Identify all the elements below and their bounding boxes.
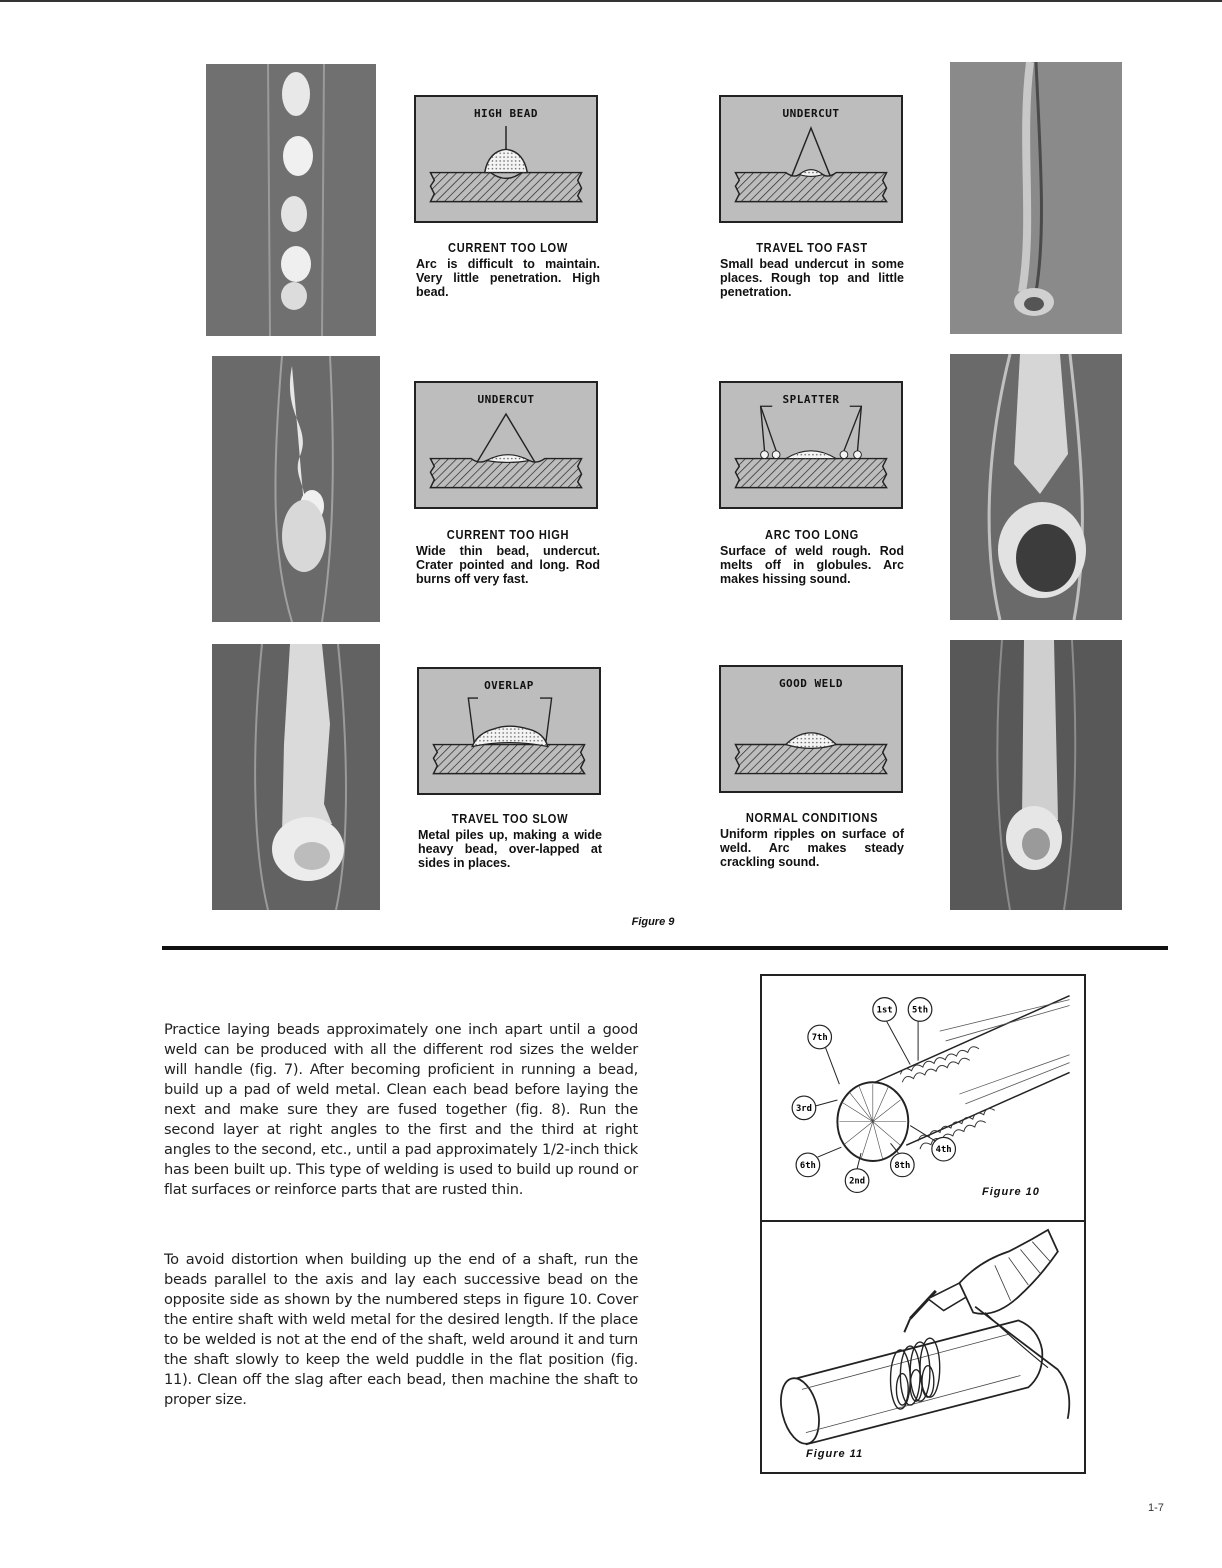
- step-label: 4th: [935, 1145, 952, 1156]
- step-label: 1st: [876, 1005, 893, 1016]
- paragraph-2: To avoid distortion when building up the end of a shaft, run the beads parallel to the axis and lay each successive bead on the opposite side as shown by the numbered steps in figure 10. Cover the entire shaft with weld metal for the desired length. If the place to be welded is not at the end of the shaft, weld around it and turn the shaft slowly to keep the weld puddle in the flat position (fig. 11). Clean off the slag after each bead, then machine the shaft to proper size.: [164, 1251, 638, 1408]
- step-label: 7th: [811, 1032, 828, 1043]
- step-label: 5th: [912, 1005, 929, 1016]
- diagram-high-bead: [414, 95, 598, 223]
- step-label: 8th: [894, 1160, 911, 1171]
- caption-title: CURRENT TOO HIGH: [446, 527, 570, 542]
- caption-current-too-low: [416, 240, 600, 299]
- step-label: 6th: [799, 1160, 816, 1171]
- figure-9-caption: Figure 9: [631, 916, 675, 928]
- diagram-label: SPLATTER: [780, 393, 843, 406]
- caption-body: Arc is difficult to maintain. Very little penetration. High bead.: [416, 257, 600, 299]
- caption-travel-too-slow: [418, 811, 602, 870]
- caption-body: Uniform ripples on surface of weld. Arc makes steady crackling sound.: [720, 827, 904, 869]
- caption-travel-too-fast: [720, 240, 904, 299]
- caption-current-too-high: [416, 527, 600, 586]
- caption-body: Small bead undercut in some places. Rough top and little penetration.: [720, 257, 904, 299]
- caption-title: TRAVEL TOO SLOW: [451, 811, 569, 826]
- caption-title: NORMAL CONDITIONS: [745, 810, 879, 825]
- diagram-label: HIGH BEAD: [471, 107, 541, 120]
- figure-10-caption: Figure 10: [982, 1186, 1040, 1198]
- figure-11: [760, 1220, 1086, 1474]
- diagram-label: UNDERCUT: [475, 393, 538, 406]
- diagram-undercut-high: [414, 381, 598, 509]
- caption-body: Wide thin bead, undercut. Crater pointed and long. Rod burns off very fast.: [416, 544, 600, 586]
- caption-arc-too-long: [720, 527, 904, 586]
- weld-photo-current-too-low: [206, 64, 376, 336]
- weld-photo-current-too-high: [212, 356, 380, 622]
- figure-11-caption: Figure 11: [806, 1448, 864, 1460]
- diagram-label: UNDERCUT: [780, 107, 843, 120]
- figure-10: [760, 974, 1086, 1222]
- caption-title: ARC TOO LONG: [765, 527, 859, 542]
- diagram-overlap: [417, 667, 601, 795]
- caption-title: TRAVEL TOO FAST: [756, 240, 868, 255]
- caption-normal-conditions: [720, 810, 904, 869]
- caption-body: Surface of weld rough. Rod melts off in globules. Arc makes hissing sound.: [720, 544, 904, 586]
- caption-title: CURRENT TOO LOW: [448, 240, 568, 255]
- weld-photo-normal-conditions: [950, 640, 1122, 910]
- caption-body: Metal piles up, making a wide heavy bead, over-lapped at sides in places.: [418, 828, 602, 870]
- diagram-splatter: [719, 381, 903, 509]
- weld-photo-arc-too-long: [950, 354, 1122, 620]
- step-label: 2nd: [849, 1176, 866, 1187]
- diagram-good-weld: [719, 665, 903, 793]
- paragraph-1: Practice laying beads approximately one inch apart until a good weld can be produced with all the different rod sizes the welder will handle (fig. 7). After becoming proficient in running a bead, build up a pad of weld metal. Clean each bead before laying the next and make sure they are fused together (fig. 8). Run the second layer at right angles to the first and the third at right angles to the second, etc., until a pad approximately 1/2-inch thick has been built up. This type of welding is used to build up round or flat surfaces or reinforce parts that are rusted thin.: [164, 1021, 638, 1198]
- diagram-undercut-fast: [719, 95, 903, 223]
- step-label: 3rd: [795, 1103, 812, 1114]
- weld-photo-travel-too-fast: [950, 62, 1122, 334]
- page-number: 1-7: [1148, 1502, 1164, 1514]
- diagram-label: GOOD WELD: [776, 677, 846, 690]
- weld-photo-travel-too-slow: [212, 644, 380, 910]
- top-border: [0, 0, 1222, 2]
- diagram-label: OVERLAP: [481, 679, 537, 692]
- section-divider: [162, 946, 1168, 950]
